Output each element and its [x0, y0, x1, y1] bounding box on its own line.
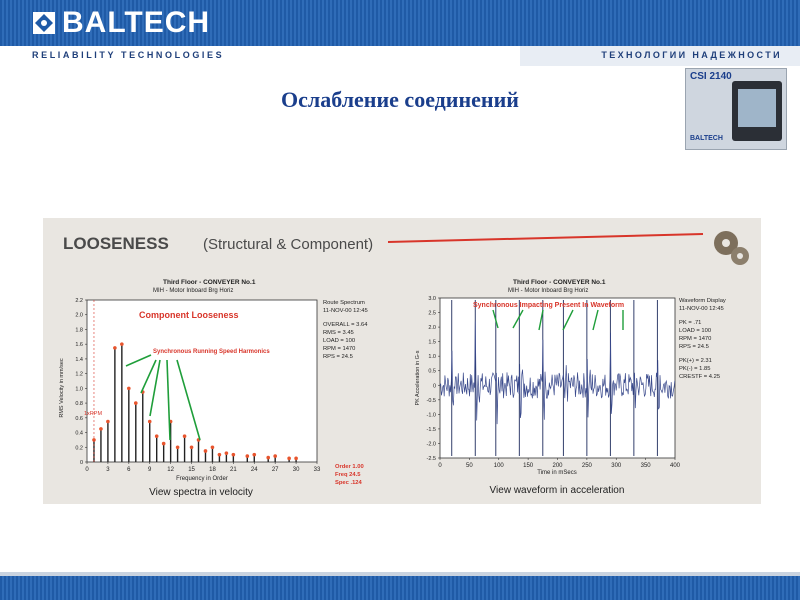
waveform-annotation: Synchronous Impacting Present In Waveform — [473, 302, 625, 309]
spectrum-xtick-label: 24 — [250, 467, 258, 473]
spectrum-info-line: 11-NOV-00 12:45 — [323, 308, 368, 314]
waveform-info-line: 11-NOV-00 12:45 — [679, 306, 724, 312]
waveform-ylabel: PK Acceleration in G-s — [415, 350, 421, 406]
tagline-bar — [0, 46, 800, 66]
waveform-ytick-label: -2.0 — [426, 441, 436, 448]
waveform-xtick-label: 250 — [581, 463, 592, 469]
figure-heading-bold: LOOSENESS — [63, 234, 169, 253]
waveform-info-line: CRESTF = 4.25 — [679, 374, 721, 380]
spectrum-peak-marker — [225, 451, 229, 455]
waveform-xtick-label: 50 — [466, 463, 473, 469]
page-title: Ослабление соединений — [281, 87, 519, 112]
spectrum-ytick-label: 0.8 — [75, 401, 83, 408]
spectrum-ytick-label: 0 — [79, 460, 83, 466]
footer-bar — [0, 576, 800, 600]
spectrum-info-line: RMS = 3.45 — [323, 330, 354, 336]
waveform-title: Third Floor - CONVEYER No.1 — [513, 279, 606, 286]
spectrum-xtick-label: 33 — [313, 467, 321, 473]
spectrum-peak-marker — [127, 387, 131, 391]
spectrum-info-line: RPM = 1470 — [323, 346, 356, 352]
waveform-xlabel: Time in mSecs — [537, 470, 577, 476]
spectrum-ytick-label: 0.2 — [75, 445, 83, 452]
waveform-subtitle: MIH - Motor Inboard Brg Horiz — [508, 288, 589, 294]
spectrum-xtick-label: 15 — [188, 467, 195, 473]
spectrum-peak-marker — [176, 445, 180, 449]
spectrum-ytick-label: 0.6 — [75, 415, 83, 422]
spectrum-peak-marker — [120, 342, 124, 346]
waveform-ytick-label: 3.0 — [428, 296, 436, 302]
waveform-xtick-label: 0 — [438, 463, 442, 469]
spectrum-peak-marker — [190, 445, 194, 449]
waveform-ytick-label: 1.5 — [428, 339, 436, 346]
spectrum-ytick-label: 1.0 — [75, 386, 83, 393]
heading-underline — [388, 234, 703, 242]
spectrum-peak-marker — [211, 445, 215, 449]
spectrum-ytick-label: 1.6 — [75, 342, 83, 349]
spectrum-peak-marker — [162, 442, 166, 446]
spectrum-ytick-label: 1.2 — [75, 371, 83, 378]
spectrum-peak-marker — [106, 420, 110, 424]
device-image — [685, 68, 787, 150]
spectrum-xtick-label: 3 — [106, 467, 110, 473]
waveform-ytick-label: 0.5 — [428, 368, 436, 375]
waveform-xtick-label: 100 — [493, 463, 504, 469]
waveform-chart — [415, 279, 726, 496]
spectrum-annotation-title: Component Looseness — [139, 310, 239, 320]
spectrum-caption: View spectra in velocity — [149, 487, 253, 498]
waveform-ytick-label: 0 — [432, 383, 436, 390]
waveform-xtick-label: 400 — [669, 463, 681, 469]
spectrum-peak-marker — [294, 457, 298, 461]
spectrum-xtick-label: 21 — [230, 467, 237, 473]
marker-label-1xrpm: 1xRPM — [84, 411, 103, 417]
spectrum-title: Third Floor - CONVEYER No.1 — [163, 279, 256, 286]
figure-svg — [43, 218, 761, 504]
spectrum-subtitle: MIH - Motor Inboard Brg Horiz — [153, 288, 234, 294]
waveform-xtick-label: 150 — [523, 463, 534, 469]
spectrum-peak-marker — [273, 454, 277, 458]
spectrum-xtick-label: 6 — [127, 467, 131, 473]
device-model-label: CSI 2140 — [690, 71, 732, 82]
waveform-ytick-label: 1.0 — [428, 354, 436, 361]
tagline-left: RELIABILITY TECHNOLOGIES — [32, 50, 225, 60]
spectrum-peak-marker — [218, 453, 222, 457]
spectrum-peak-marker — [183, 434, 187, 438]
waveform-info-line: PK(+) = 2.31 — [679, 358, 712, 364]
gears-icon — [714, 231, 749, 265]
spectrum-ytick-label: 1.8 — [75, 327, 83, 334]
waveform-ytick-label: -2.5 — [426, 456, 436, 462]
spectrum-ylabel: RMS Velocity in mm/sec — [59, 358, 65, 418]
spectrum-info-line: LOAD = 100 — [323, 338, 356, 344]
waveform-xtick-label: 300 — [611, 463, 622, 469]
spectrum-peak-marker — [148, 420, 152, 424]
waveform-ytick-label: -1.0 — [426, 412, 436, 419]
waveform-info-line: RPS = 24.5 — [679, 344, 709, 350]
spectrum-xtick-label: 0 — [85, 467, 89, 473]
waveform-ytick-label: -1.5 — [426, 426, 436, 433]
spectrum-ytick-label: 2.2 — [75, 298, 83, 304]
spectrum-peak-marker — [266, 456, 270, 460]
spectrum-footer-line: Spec .124 — [335, 480, 362, 486]
spectrum-footer-line: Order 1.00 — [335, 464, 364, 470]
waveform-ytick-label: 2.0 — [428, 325, 436, 332]
spectrum-xtick-label: 27 — [271, 467, 279, 473]
waveform-info-line: LOAD = 100 — [679, 328, 712, 334]
spectrum-annotation-harmonics: Synchronous Running Speed Harmonics — [153, 349, 270, 355]
spectrum-ytick-label: 0.4 — [75, 430, 83, 437]
waveform-info-line: RPM = 1470 — [679, 336, 712, 342]
spectrum-xtick-label: 12 — [167, 467, 174, 473]
waveform-caption: View waveform in acceleration — [489, 485, 625, 496]
waveform-info-line: PK(-) = 1.85 — [679, 366, 711, 372]
waveform-ytick-label: 2.5 — [428, 310, 436, 317]
figure-heading-rest: (Structural & Component) — [203, 236, 374, 253]
logo-text: BALTECH — [62, 6, 211, 39]
spectrum-peak-marker — [252, 453, 256, 457]
waveform-ytick-label: -0.5 — [426, 397, 436, 404]
spectrum-peak-marker — [287, 457, 291, 461]
waveform-info-line: PK = .71 — [679, 320, 702, 326]
header-bar — [0, 0, 800, 46]
logo — [32, 8, 210, 38]
spectrum-peak-marker — [155, 434, 159, 438]
spectrum-peak-marker — [204, 449, 208, 453]
spectrum-peak-marker — [246, 454, 250, 458]
baltech-logo-icon — [32, 11, 56, 35]
spectrum-peak-marker — [113, 346, 117, 350]
waveform-xtick-label: 350 — [640, 463, 651, 469]
spectrum-info-line: Route Spectrum — [323, 300, 365, 306]
spectrum-peak-marker — [232, 453, 236, 457]
spectrum-ytick-label: 1.4 — [75, 356, 83, 363]
spectrum-xtick-label: 9 — [148, 467, 152, 473]
spectrum-peak-marker — [99, 427, 103, 431]
spectrum-ytick-label: 2.0 — [75, 312, 83, 319]
spectrum-xtick-label: 18 — [209, 467, 216, 473]
spectrum-footer-line: Freq 24.5 — [335, 472, 361, 478]
spectrum-info-line: RPS = 24.5 — [323, 354, 353, 360]
spectrum-xtick-label: 30 — [292, 467, 300, 473]
waveform-xtick-label: 200 — [552, 463, 563, 469]
looseness-figure — [43, 218, 761, 504]
waveform-info-line: Waveform Display — [679, 298, 726, 304]
spectrum-chart — [59, 279, 368, 498]
tagline-right: ТЕХНОЛОГИИ НАДЕЖНОСТИ — [601, 50, 782, 60]
spectrum-info-line: OVERALL = 3.64 — [323, 322, 368, 328]
spectrum-xlabel: Frequency in Order — [176, 476, 228, 482]
device-brand-label: BALTECH — [690, 135, 723, 142]
device-body — [732, 81, 782, 141]
spectrum-peak-marker — [134, 401, 138, 405]
